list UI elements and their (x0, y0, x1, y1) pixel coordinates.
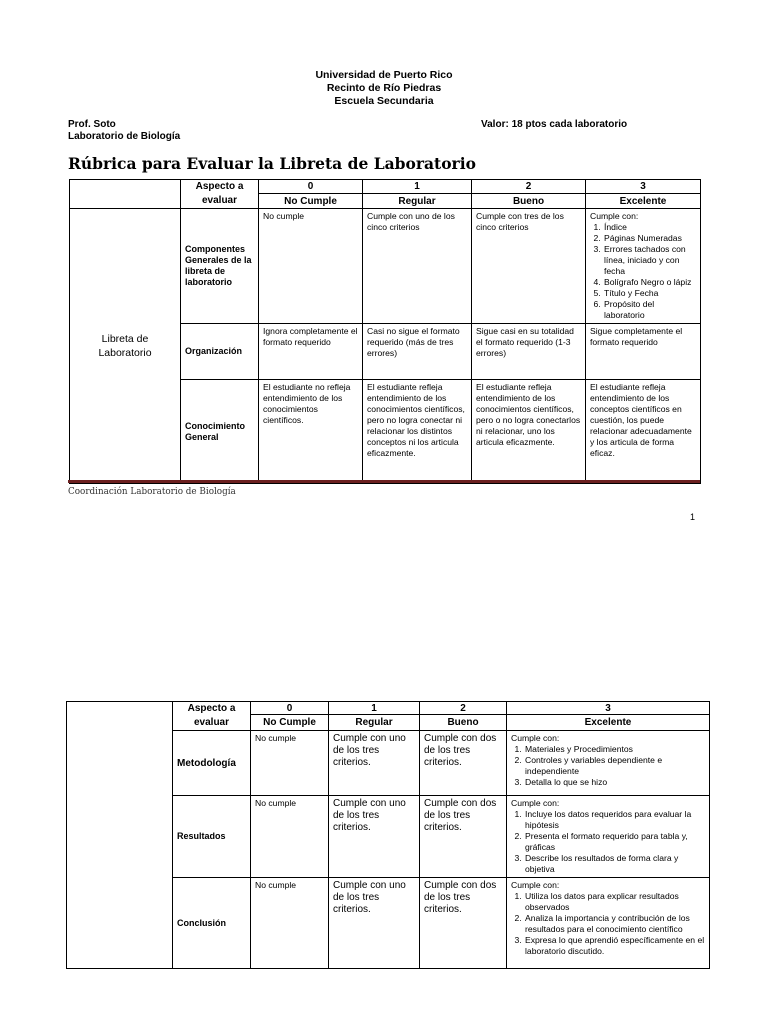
cell-conclusion-0: No cumple (251, 878, 329, 969)
criteria-item: 2. Controles y variables dependiente e independiente (524, 755, 705, 777)
criteria-item: 1. Índice (603, 222, 696, 233)
page-number: 1 (690, 512, 696, 522)
rubric-table-1 (69, 179, 701, 484)
criteria-intro: Cumple con: (511, 798, 560, 808)
cell-resultados-2: Cumple con dos de los tres criterios. (420, 796, 507, 878)
cell-conclusion-3 (507, 878, 710, 969)
criteria-item: 3. Detalla lo que se hizo (524, 777, 705, 788)
university-name: Universidad de Puerto Rico (315, 69, 453, 81)
group-header-blank (70, 180, 181, 209)
cell-conclusion-2: Cumple con dos de los tres criterios. (420, 878, 507, 969)
score-header-2: 2 (420, 702, 507, 715)
score-header-1: 1 (329, 702, 420, 715)
criteria-list (511, 891, 705, 957)
aspect-resultados: Resultados (173, 796, 251, 878)
criteria-list (511, 809, 705, 875)
cell-componentes-2: Cumple con tres de los cinco criterios (472, 209, 586, 324)
aspect-metodologia: Metodología (173, 731, 251, 796)
level-header-no-cumple: No Cumple (259, 194, 363, 209)
course-name: Laboratorio de Biología (68, 131, 181, 142)
criteria-item: 2. Páginas Numeradas (603, 233, 696, 244)
score-header-0: 0 (259, 180, 363, 194)
criteria-item: 4. Bolígrafo Negro o lápiz (603, 277, 696, 288)
criteria-intro: Cumple con: (590, 211, 639, 221)
cell-resultados-0: No cumple (251, 796, 329, 878)
cell-resultados-1: Cumple con uno de los tres criterios. (329, 796, 420, 878)
cell-organizacion-1: Casi no sigue el formato requerido (más de tres errores) (363, 324, 472, 380)
aspect-componentes: Componentes Generales de la libreta de laboratorio (181, 209, 259, 324)
criteria-item: 1. Materiales y Procedimientos (524, 744, 705, 755)
professor-name: Prof. Soto (68, 119, 116, 130)
cell-metodologia-0: No cumple (251, 731, 329, 796)
cell-componentes-1: Cumple con uno de los cinco criterios (363, 209, 472, 324)
cell-organizacion-0: Ignora completamente el formato requerido (259, 324, 363, 380)
criteria-intro: Cumple con: (511, 880, 560, 890)
rubric-table-2 (66, 701, 710, 969)
aspect-header: Aspecto a evaluar (173, 702, 251, 731)
criteria-item: 2. Presenta el formato requerido para tabla y, gráficas (524, 831, 705, 853)
score-header-2: 2 (472, 180, 586, 194)
page-title: Rúbrica para Evaluar la Libreta de Laboratorio (68, 154, 476, 173)
cell-conocimiento-3: El estudiante refleja entendimiento de los conceptos científicos en cuestión, los puede relacionar adecuadamente y los articula de forma eficaz. (586, 380, 701, 484)
cell-conocimiento-0: El estudiante no refleja entendimiento de los conocimientos científicos. (259, 380, 363, 484)
footer-divider (68, 480, 700, 483)
aspect-conclusion: Conclusión (173, 878, 251, 969)
criteria-item: 3. Describe los resultados de forma clara y objetiva (524, 853, 705, 875)
level-header-bueno: Bueno (420, 715, 507, 731)
level-header-no-cumple: No Cumple (251, 715, 329, 731)
value-label: Valor: 18 ptos cada laboratorio (481, 119, 628, 130)
criteria-list (590, 222, 696, 321)
criteria-item: 1. Utiliza los datos para explicar resultados observados (524, 891, 705, 913)
criteria-intro: Cumple con: (511, 733, 560, 743)
level-header-regular: Regular (363, 194, 472, 209)
cell-conocimiento-2: El estudiante refleja entendimiento de los conocimientos científicos, pero o no logra conectarlos ni relacionar, uno los articula eficazmente. (472, 380, 586, 484)
criteria-list (511, 744, 705, 788)
cell-componentes-0: No cumple (259, 209, 363, 324)
criteria-item: 3. Expresa lo que aprendió específicamente en el laboratorio discutido. (524, 935, 705, 957)
criteria-item: 5. Título y Fecha (603, 288, 696, 299)
aspect-organizacion: Organización (181, 324, 259, 380)
aspect-header: Aspecto a evaluar (181, 180, 259, 209)
level-header-bueno: Bueno (472, 194, 586, 209)
cell-conclusion-1: Cumple con uno de los tres criterios. (329, 878, 420, 969)
cell-metodologia-1: Cumple con uno de los tres criterios. (329, 731, 420, 796)
level-header-regular: Regular (329, 715, 420, 731)
footer-text: Coordinación Laboratorio de Biología (68, 487, 236, 497)
group-label: Libreta de Laboratorio (70, 209, 181, 484)
score-header-1: 1 (363, 180, 472, 194)
cell-organizacion-2: Sigue casi en su totalidad el formato requerido (1-3 errores) (472, 324, 586, 380)
level-header-excelente: Excelente (586, 194, 701, 209)
cell-metodologia-2: Cumple con dos de los tres criterios. (420, 731, 507, 796)
campus-name: Recinto de Río Piedras (326, 82, 442, 94)
cell-resultados-3 (507, 796, 710, 878)
criteria-item: 6. Propósito del laboratorio (603, 299, 696, 321)
cell-organizacion-3: Sigue completamente el formato requerido (586, 324, 701, 380)
score-header-3: 3 (507, 702, 710, 715)
aspect-conocimiento: Conocimiento General (181, 380, 259, 484)
cell-componentes-3 (586, 209, 701, 324)
group-blank-cell (67, 702, 173, 969)
criteria-item: 1. Incluye los datos requeridos para evaluar la hipótesis (524, 809, 705, 831)
school-name: Escuela Secundaria (334, 95, 434, 107)
cell-conocimiento-1: El estudiante refleja entendimiento de los conocimientos científicos, pero no logra conectar ni relacionar los distintos conceptos ni los articula eficazmente. (363, 380, 472, 484)
level-header-excelente: Excelente (507, 715, 710, 731)
criteria-item: 2. Analiza la importancia y contribución de los resultados para el conocimiento científico (524, 913, 705, 935)
score-header-3: 3 (586, 180, 701, 194)
criteria-item: 3. Errores tachados con línea, iniciado y con fecha (603, 244, 696, 277)
cell-metodologia-3 (507, 731, 710, 796)
score-header-0: 0 (251, 702, 329, 715)
